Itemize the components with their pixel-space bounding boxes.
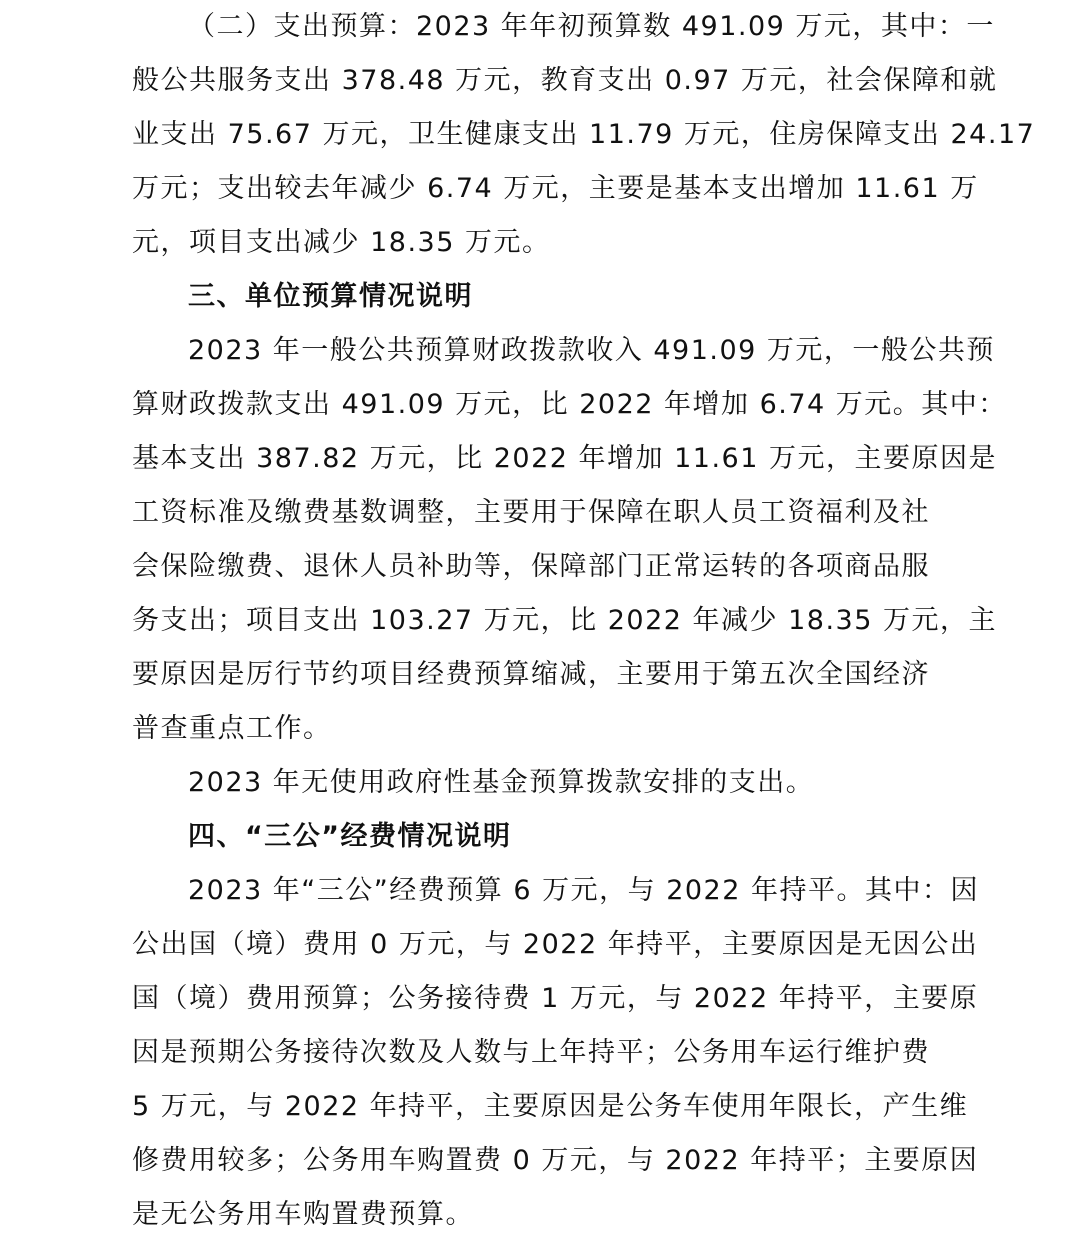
text-line: 基本支出 387.82 万元，比 2022 年增加 11.61 万元，主要原因是 (132, 443, 997, 474)
text-line: 2023 年一般公共预算财政拨款收入 491.09 万元，一般公共预 (188, 335, 995, 366)
text-line: 国（境）费用预算；公务接待费 1 万元，与 2022 年持平，主要原 (132, 983, 979, 1014)
text-line: 普查重点工作。 (132, 713, 332, 744)
text-line: 会保险缴费、退休人员补助等，保障部门正常运转的各项商品服 (132, 551, 930, 582)
text-line: 元，项目支出减少 18.35 万元。 (132, 227, 551, 258)
text-line: 5 万元，与 2022 年持平，主要原因是公务车使用年限长，产生维 (132, 1091, 969, 1122)
section-heading-unit-budget: 三、单位预算情况说明 (188, 281, 473, 312)
text-line: 般公共服务支出 378.48 万元，教育支出 0.97 万元，社会保障和就 (132, 65, 998, 96)
text-line: 要原因是厉行节约项目经费预算缩减，主要用于第五次全国经济 (132, 659, 930, 690)
paragraph-unit-budget (132, 324, 1007, 756)
text-line: 公出国（境）费用 0 万元，与 2022 年持平，主要原因是无因公出 (132, 929, 979, 960)
paragraph-three-public-expenses (132, 864, 979, 1242)
text-line: 修费用较多；公务用车购置费 0 万元，与 2022 年持平；主要原因 (132, 1145, 979, 1176)
section-heading-three-public: 四、“三公”经费情况说明 (188, 821, 512, 852)
text-line: 算财政拨款支出 491.09 万元，比 2022 年增加 6.74 万元。其中： (132, 389, 1007, 420)
text-line: 万元；支出较去年减少 6.74 万元，主要是基本支出增加 11.61 万 (132, 173, 979, 204)
text-line: 2023 年无使用政府性基金预算拨款安排的支出。 (188, 767, 815, 798)
text-line: 务支出；项目支出 103.27 万元，比 2022 年减少 18.35 万元，主 (132, 605, 997, 636)
text-line: （二）支出预算：2023 年年初预算数 491.09 万元，其中：一 (188, 11, 995, 42)
paragraph-expenditure-budget (132, 0, 1036, 270)
text-line: 2023 年“三公”经费预算 6 万元，与 2022 年持平。其中：因 (188, 875, 979, 906)
document-page (132, 0, 1036, 1242)
paragraph-government-fund (132, 756, 944, 810)
text-line: 工资标准及缴费基数调整，主要用于保障在职人员工资福利及社 (132, 497, 930, 528)
text-line: 业支出 75.67 万元，卫生健康支出 11.79 万元，住房保障支出 24.17 (132, 119, 1036, 150)
text-line: 是无公务用车购置费预算。 (132, 1199, 474, 1230)
text-line: 因是预期公务接待次数及人数与上年持平；公务用车运行维护费 (132, 1037, 930, 1068)
